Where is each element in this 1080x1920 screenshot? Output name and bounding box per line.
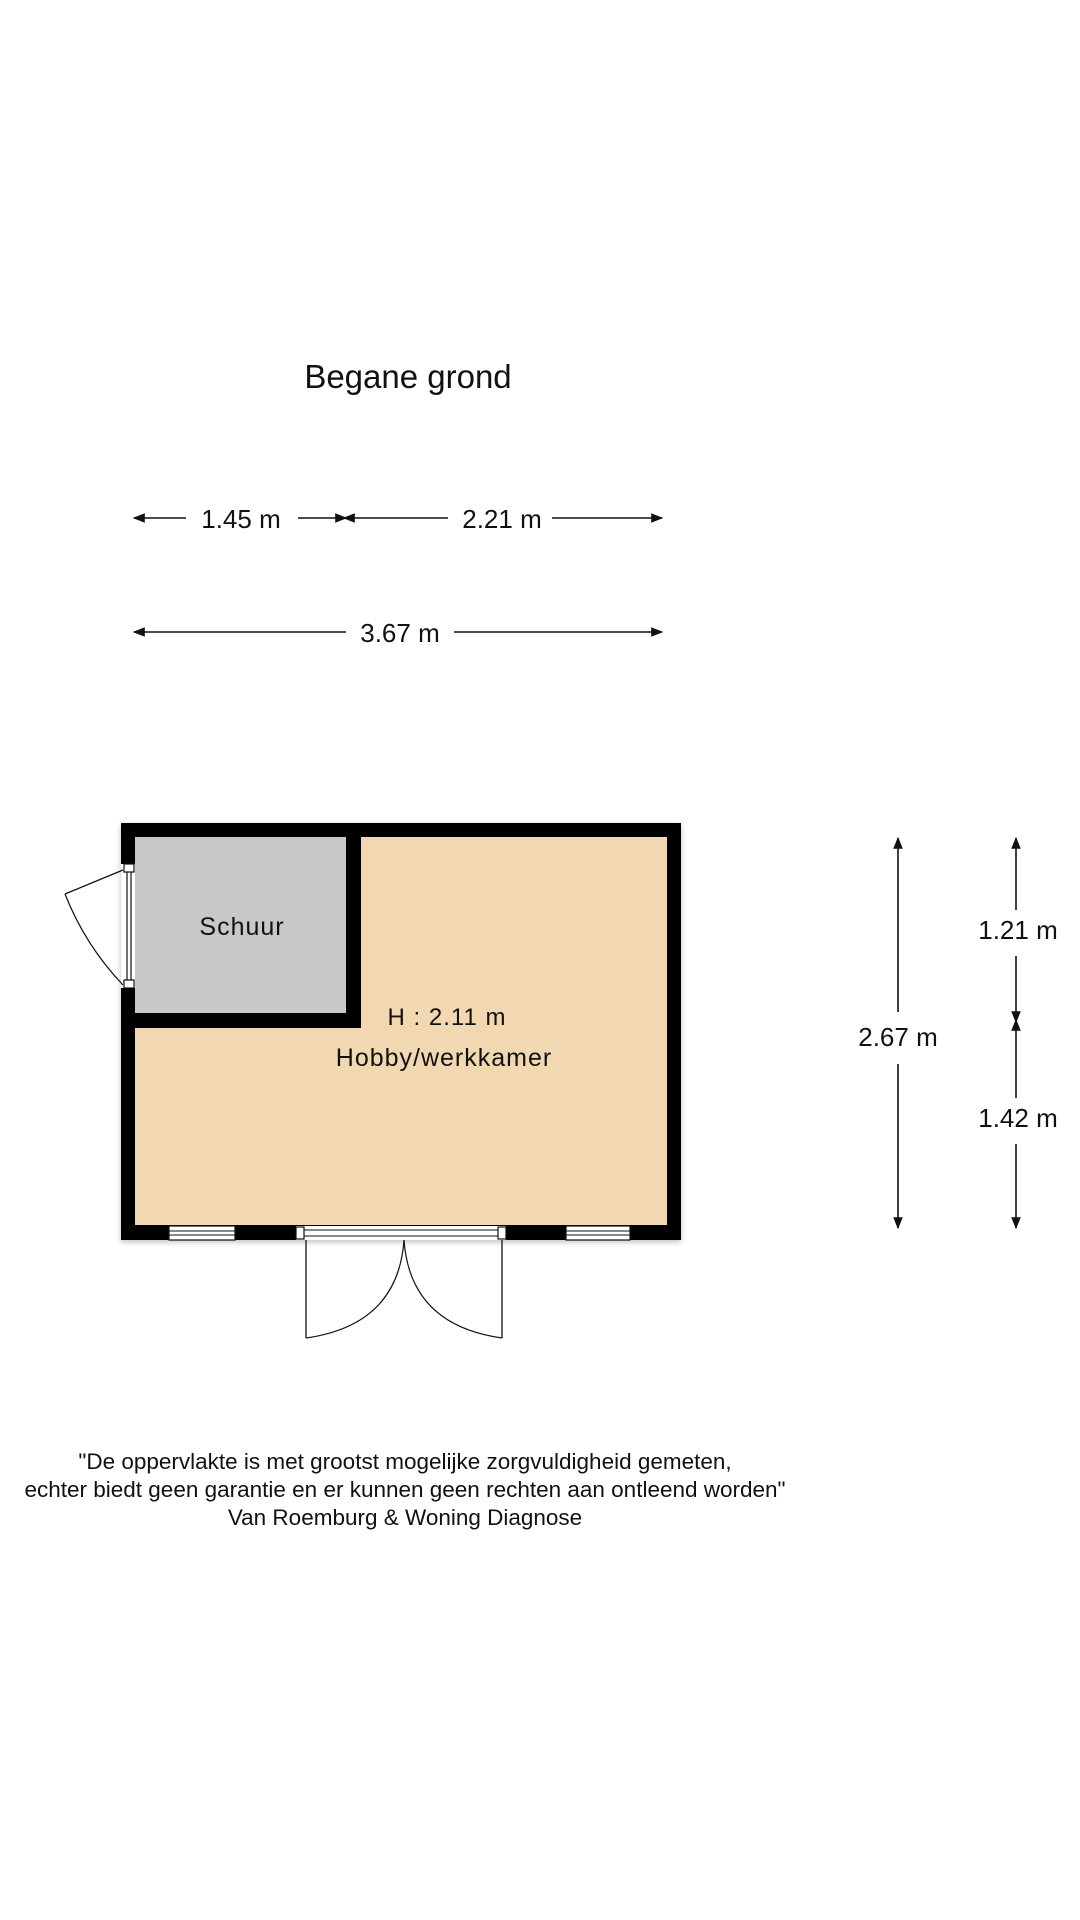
building — [65, 823, 681, 1338]
main-room-label: Hobby/werkkamer — [335, 1044, 553, 1072]
shed-label: Schuur — [199, 913, 285, 941]
side-door-swing — [65, 894, 123, 985]
dimension-top-right — [344, 504, 662, 534]
double-door-swing-left — [306, 1240, 404, 1338]
side-door-opening — [121, 864, 135, 988]
dimension-label: 3.67 m — [360, 618, 440, 648]
dimension-right-top — [978, 838, 1058, 1022]
disclaimer-credit: Van Roemburg & Woning Diagnose — [227, 1505, 583, 1530]
disclaimer-line: "De oppervlakte is met grootst mogelijke zorgvuldigheid gemeten, — [78, 1449, 732, 1474]
dimension-total-depth — [858, 838, 938, 1228]
side-door-jamb — [124, 980, 134, 988]
dimension-label: 2.21 m — [462, 504, 542, 534]
window-right — [566, 1226, 630, 1240]
floor-title: Begane grond — [304, 358, 512, 395]
double-door-swing-right — [404, 1240, 502, 1338]
dimension-top-left — [134, 504, 346, 534]
shed-wall-horizontal — [135, 1013, 361, 1028]
window-left — [169, 1226, 235, 1240]
side-door-leaf — [65, 870, 123, 894]
dimension-label: 1.21 m — [978, 915, 1058, 945]
double-door-jamb — [296, 1227, 304, 1239]
dimension-label: 2.67 m — [858, 1022, 938, 1052]
dimension-label: 1.42 m — [978, 1103, 1058, 1133]
room-height-label: H : 2.11 m — [387, 1004, 507, 1031]
double-door-jamb — [498, 1227, 506, 1239]
dimension-right-bottom — [978, 1020, 1058, 1228]
disclaimer — [0, 1448, 810, 1532]
double-door-opening — [296, 1226, 506, 1240]
dimension-total-width — [134, 618, 662, 648]
shed-wall-vertical — [346, 837, 361, 1028]
dimension-label: 1.45 m — [201, 504, 281, 534]
side-door-jamb — [124, 864, 134, 872]
disclaimer-line: echter biedt geen garantie en er kunnen geen rechten aan ontleend worden" — [24, 1477, 786, 1502]
